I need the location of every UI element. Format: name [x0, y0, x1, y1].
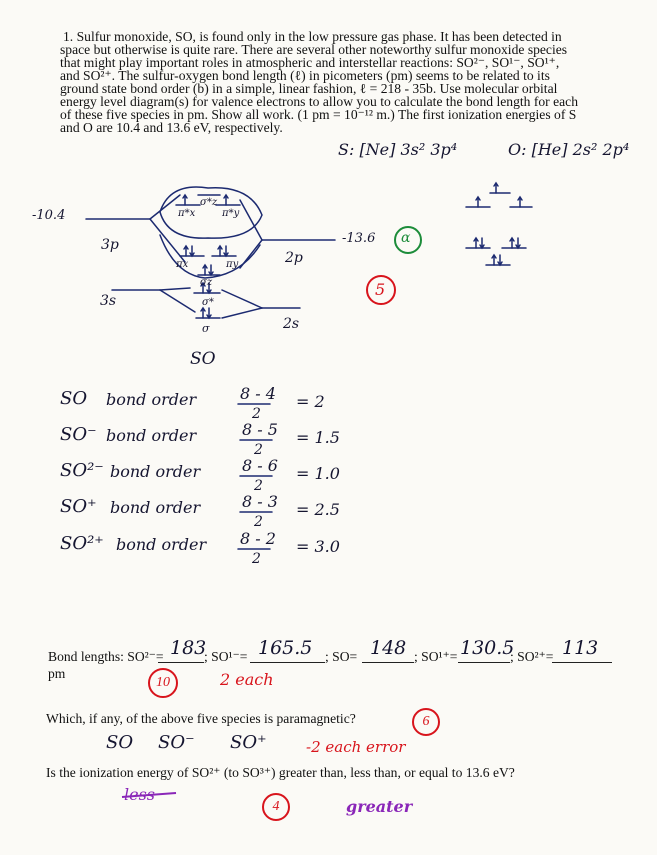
so2plus-length: 113	[562, 637, 599, 659]
problem-line-6: energy level diagram(s) for valence electrons to allow you to calculate the bond length for each	[60, 94, 578, 109]
so1plus-blank	[458, 662, 510, 663]
diagram-score: 5	[375, 280, 386, 299]
o-energy-label: -13.6	[342, 231, 376, 246]
so1minus-length: 165.5	[258, 637, 313, 659]
o-2p-label: 2p	[285, 250, 303, 266]
paramagnetic-note: -2 each error	[306, 738, 406, 756]
bond-order-species: SO⁻	[60, 424, 97, 445]
paramagnetic-score: 6	[412, 708, 440, 736]
sigma-star-label: σ*	[202, 297, 214, 308]
so2plus-label: ; SO²⁺=	[510, 649, 554, 664]
problem-line-4: and SO²⁺. The sulfur-oxygen bond length (ℓ) in picometers (pm) seems to be related to its	[60, 68, 550, 83]
problem-line-1: 1. Sulfur monoxide, SO, is found only in the low pressure gas phase. It has been detected in	[63, 29, 562, 44]
bond-order-numerator: 8 - 2	[240, 529, 276, 548]
ionization-question: Is the ionization energy of SO²⁺ (to SO³⁺) greater than, less than, or equal to 13.6 eV?	[46, 765, 515, 780]
so1plus-label: ; SO¹⁺=	[414, 649, 458, 664]
bond-order-denominator: 2	[254, 478, 263, 494]
bond-order-denominator: 2	[254, 442, 263, 458]
bond-lengths-prefix: Bond lengths: SO²⁻=	[48, 649, 164, 664]
paramagnetic-answer-2: SO⁻	[158, 732, 195, 753]
bond-order-label: bond order	[106, 390, 197, 409]
ionization-score: 4	[262, 793, 290, 821]
bond-order-label: bond order	[110, 498, 201, 517]
bond-order-numerator: 8 - 4	[240, 384, 276, 403]
problem-line-7: of these five species in pm. Show all work. (1 pm = 10⁻¹² m.) The first ionization energies of S	[60, 107, 577, 122]
crossed-answer: less	[124, 785, 156, 804]
bond-order-species: SO²⁻	[60, 460, 104, 481]
so-label: ; SO=	[325, 649, 358, 664]
oxygen-config: O: [He] 2s² 2p⁴	[508, 140, 630, 159]
bond-order-numerator: 8 - 5	[242, 420, 278, 439]
problem-line-8: and O are 10.4 and 13.6 eV, respectively.	[60, 120, 283, 135]
bond-order-denominator: 2	[254, 514, 263, 530]
so-length: 148	[370, 637, 407, 659]
sigma-star-z-label: σ*z	[200, 197, 218, 208]
sigma-label: σ	[202, 322, 210, 335]
bond-order-numerator: 8 - 6	[242, 456, 278, 475]
o-2s-label: 2s	[283, 316, 300, 332]
bond-order-denominator: 2	[252, 406, 261, 422]
bond-lengths-unit: pm	[48, 666, 66, 681]
pi-x-label: πx	[176, 259, 189, 270]
s-3p-label: 3p	[101, 237, 119, 253]
bond-order-species: SO	[60, 388, 88, 409]
bond-lengths-note: 2 each	[220, 670, 274, 689]
paramagnetic-answer-3: SO⁺	[230, 732, 267, 753]
bond-order-result: = 2.5	[296, 500, 340, 519]
bond-order-denominator: 2	[252, 551, 261, 567]
bond-order-species: SO⁺	[60, 496, 97, 517]
so1minus-blank	[250, 662, 325, 663]
green-circle-note: α	[401, 230, 411, 246]
so2plus-blank	[552, 662, 612, 663]
so1minus-label: ; SO¹⁻=	[204, 649, 248, 664]
bond-order-result: = 1.5	[296, 428, 340, 447]
so2minus-length: 183	[170, 637, 207, 659]
problem-line-5: ground state bond order (b) in a simple, linear fashion, ℓ = 218 - 35b. Use molecular orbital	[60, 81, 558, 96]
so1plus-length: 130.5	[460, 637, 515, 659]
sulfur-config: S: [Ne] 3s² 3p⁴	[338, 140, 458, 159]
so2minus-blank	[158, 662, 204, 663]
pi-star-x-label: π*x	[178, 208, 196, 219]
problem-line-2: space but otherwise is quite rare. There are several other noteworthy sulfur monoxide species	[60, 42, 568, 57]
bond-order-label: bond order	[116, 535, 207, 554]
paramagnetic-question: Which, if any, of the above five species is paramagnetic?	[46, 711, 356, 726]
ionization-answer: greater	[346, 797, 413, 816]
problem-line-3: that might play important roles in atmospheric and interstellar reactions: SO²⁻, SO¹⁻, SO¹⁺,	[60, 55, 560, 70]
so-blank	[362, 662, 414, 663]
bond-order-numerator: 8 - 3	[242, 492, 278, 511]
s-energy-label: -10.4	[32, 208, 66, 223]
paramagnetic-answer-1: SO	[106, 732, 134, 753]
bond-order-result: = 1.0	[296, 464, 340, 483]
bond-order-result: = 2	[296, 392, 325, 411]
bond-order-species: SO²⁺	[60, 533, 104, 554]
bond-lengths-score: 10	[148, 668, 178, 698]
bond-order-result: = 3.0	[296, 537, 340, 556]
molecule-label: SO	[190, 349, 216, 369]
pi-y-label: πy	[226, 259, 239, 270]
s-3s-label: 3s	[100, 293, 117, 309]
sigma-z-label: σz	[200, 277, 213, 288]
bond-order-label: bond order	[106, 426, 197, 445]
bond-order-label: bond order	[110, 462, 201, 481]
pi-star-y-label: π*y	[222, 208, 240, 219]
